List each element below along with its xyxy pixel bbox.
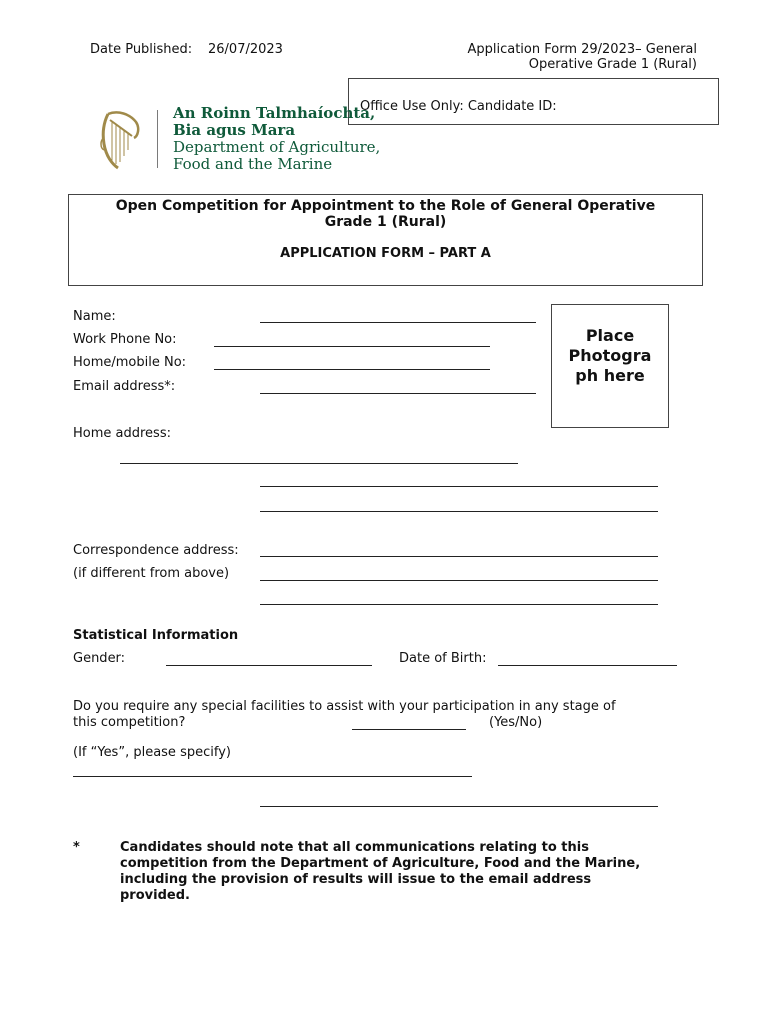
name-field[interactable] <box>260 322 536 323</box>
home-address-line3[interactable] <box>260 511 658 512</box>
photo-text-line1: Place <box>585 326 635 345</box>
correspondence-address-line1[interactable] <box>260 556 658 557</box>
home-mobile-label: Home/mobile No: <box>73 355 187 370</box>
date-published-label: Date Published: <box>90 42 193 57</box>
special-facilities-answer-field[interactable] <box>352 729 466 730</box>
office-use-label: Office Use Only: Candidate ID: <box>360 99 557 114</box>
photo-text-line3: ph here <box>575 366 645 385</box>
footnote-line3: including the provision of results will issue to the email address <box>120 872 592 887</box>
work-phone-field[interactable] <box>214 346 490 347</box>
title-box <box>68 194 703 286</box>
form-subtitle: APPLICATION FORM – PART A <box>280 246 491 261</box>
logo-english-line2: Food and the Marine <box>173 155 333 173</box>
office-use-box <box>348 78 719 125</box>
form-reference-line1: Application Form 29/2023– General <box>467 42 697 57</box>
yes-no-hint: (Yes/No) <box>489 715 543 730</box>
date-of-birth-label: Date of Birth: <box>399 651 487 666</box>
footnote-marker: * <box>73 840 80 855</box>
email-field[interactable] <box>260 393 536 394</box>
specify-field-line2[interactable] <box>260 806 658 807</box>
correspondence-address-label: Correspondence address: <box>73 543 239 558</box>
correspondence-address-line2[interactable] <box>260 580 658 581</box>
specify-field-line1[interactable] <box>73 776 472 777</box>
work-phone-label: Work Phone No: <box>73 332 177 347</box>
correspondence-note: (if different from above) <box>73 566 230 581</box>
home-address-label: Home address: <box>73 426 171 441</box>
logo-english-line1: Department of Agriculture, <box>173 138 381 156</box>
form-title-line1: Open Competition for Appointment to the Role of General Operative <box>115 198 656 214</box>
correspondence-address-line3[interactable] <box>260 604 658 605</box>
email-label: Email address*: <box>73 379 176 394</box>
logo-irish-line2: Bia agus Mara <box>173 121 296 139</box>
footnote-line2: competition from the Department of Agriculture, Food and the Marine, <box>120 856 641 871</box>
photo-text-line2: Photogra <box>568 346 652 365</box>
date-of-birth-field[interactable] <box>498 665 677 666</box>
form-reference-line2: Operative Grade 1 (Rural) <box>528 57 697 72</box>
footnote-line4: provided. <box>120 888 190 903</box>
date-published-value: 26/07/2023 <box>208 42 283 57</box>
logo-irish-line1: An Roinn Talmhaíochta, <box>173 104 376 122</box>
home-address-line1[interactable] <box>120 463 518 464</box>
home-address-line2[interactable] <box>260 486 658 487</box>
gender-field[interactable] <box>166 665 372 666</box>
statistical-heading: Statistical Information <box>73 628 239 643</box>
home-mobile-field[interactable] <box>214 369 490 370</box>
harp-icon <box>96 108 146 172</box>
name-label: Name: <box>73 309 116 324</box>
logo-divider <box>157 110 158 168</box>
photo-box[interactable] <box>551 304 669 428</box>
gender-label: Gender: <box>73 651 126 666</box>
special-facilities-question-line2: this competition? <box>73 715 186 730</box>
specify-label: (If “Yes”, please specify) <box>73 745 231 760</box>
form-title-line2: Grade 1 (Rural) <box>324 214 447 230</box>
special-facilities-question-line1: Do you require any special facilities to assist with your participation in any stage of <box>73 699 616 714</box>
footnote-line1: Candidates should note that all communications relating to this <box>120 840 589 855</box>
